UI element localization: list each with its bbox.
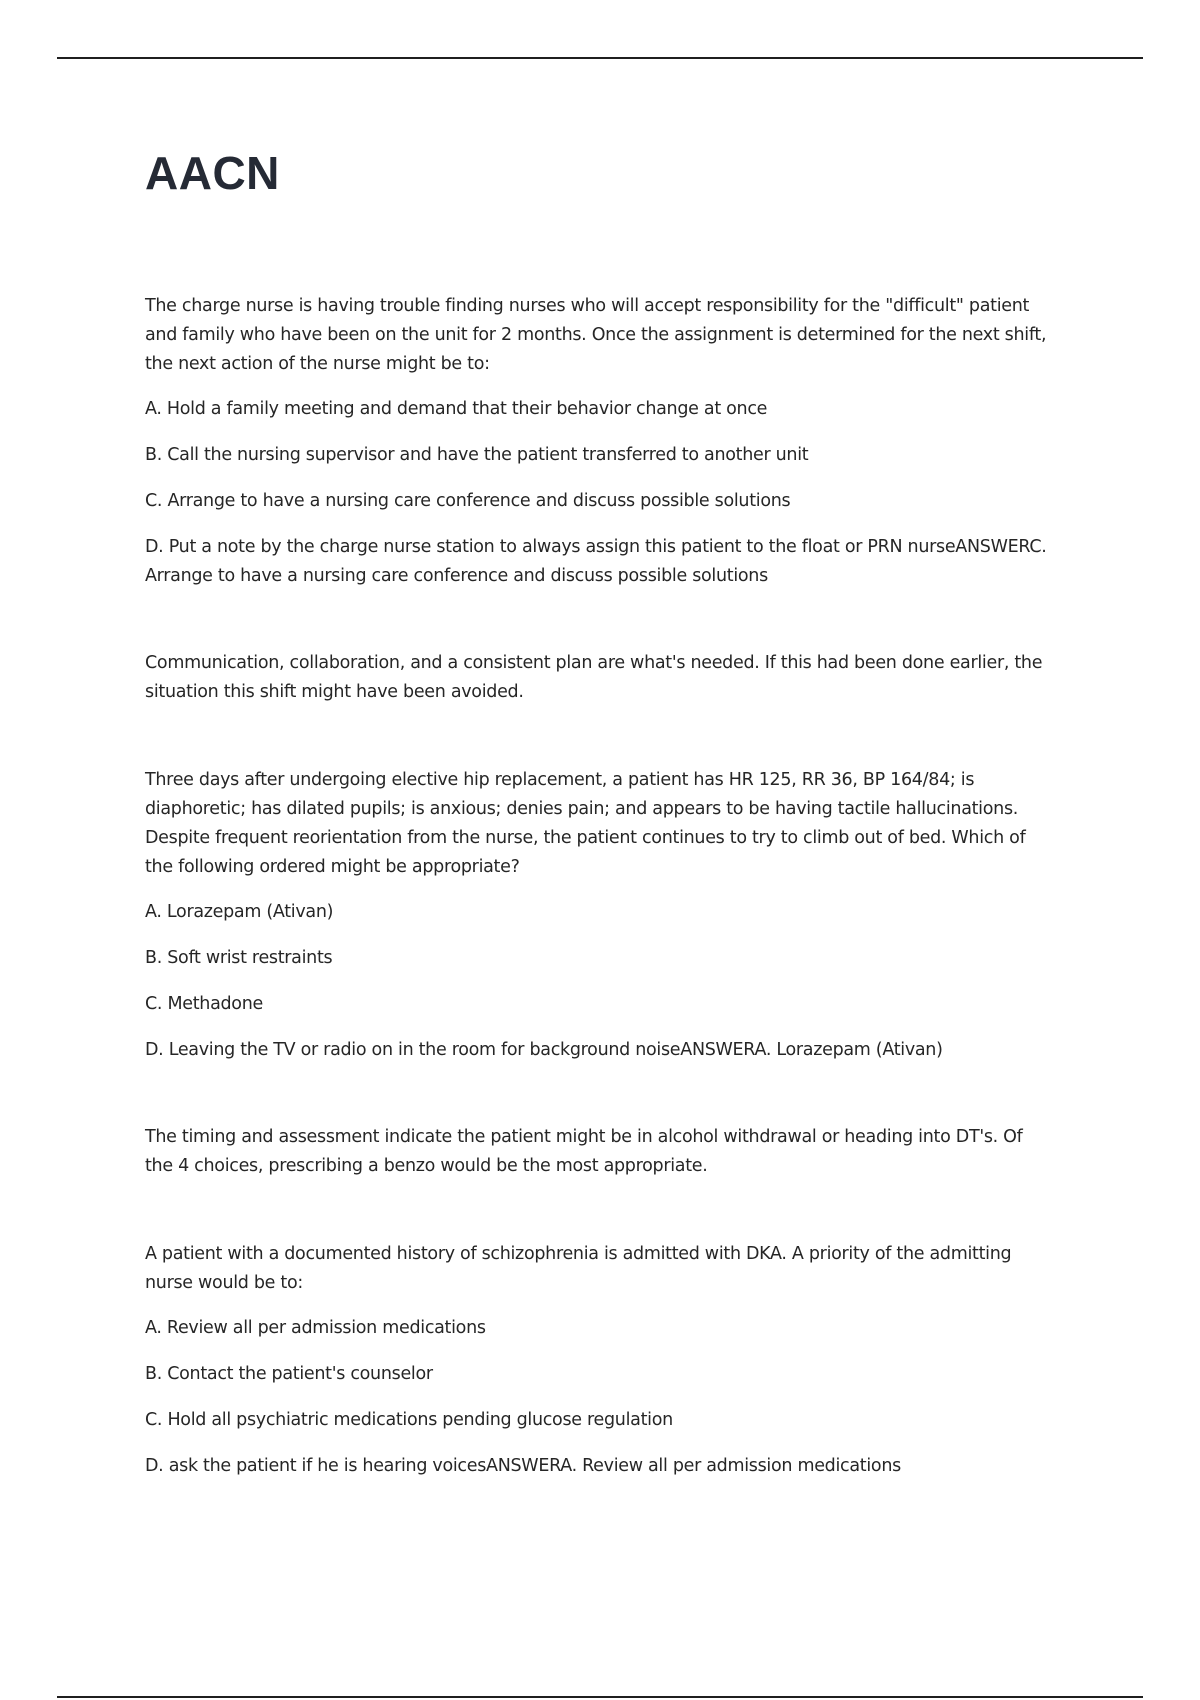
answer-option-b: B. Soft wrist restraints (145, 947, 333, 968)
answer-option-c: C. Methadone (145, 993, 263, 1014)
bottom-divider (57, 1696, 1143, 1698)
answer-option-a: A. Review all per admission medications (145, 1317, 486, 1338)
answer-option-d: D. Put a note by the charge nurse station to always assign this patient to the float or PRN nurseANSWERC. Arrange to have a nursing care conference and discuss possible solutions (145, 536, 1047, 586)
question-block-1 (145, 292, 1055, 591)
document-body (145, 140, 1055, 1481)
answer-option-d: D. Leaving the TV or radio on in the room for background noiseANSWERA. Lorazepam (Ativan) (145, 1039, 943, 1060)
answer-option-c: C. Hold all psychiatric medications pending glucose regulation (145, 1409, 673, 1430)
question-text: Three days after undergoing elective hip replacement, a patient has HR 125, RR 36, BP 164/84; is diaphoretic; has dilated pupils; is anxious; denies pain; and appears to be having tactile hallucinations. Despite frequent reorientation from the nurse, the patient continues to try to climb out of bed. Which of the following ordered might be appropriate? (145, 769, 1026, 877)
explanation-block-1 (145, 649, 1055, 707)
question-text: A patient with a documented history of schizophrenia is admitted with DKA. A priority of the admitting nurse would be to: (145, 1243, 1012, 1293)
top-divider (57, 57, 1143, 59)
answer-option-b: B. Call the nursing supervisor and have the patient transferred to another unit (145, 444, 809, 465)
answer-option-b: B. Contact the patient's counselor (145, 1363, 433, 1384)
explanation-text: Communication, collaboration, and a consistent plan are what's needed. If this had been done earlier, the situation this shift might have been avoided. (145, 652, 1043, 702)
answer-option-d: D. ask the patient if he is hearing voicesANSWERA. Review all per admission medications (145, 1455, 901, 1476)
explanation-block-2 (145, 1123, 1055, 1181)
question-text: The charge nurse is having trouble finding nurses who will accept responsibility for the "difficult" patient and family who have been on the unit for 2 months. Once the assignment is determined for the next shift, the next action of the nurse might be to: (145, 295, 1047, 374)
answer-option-c: C. Arrange to have a nursing care conference and discuss possible solutions (145, 490, 791, 511)
question-block-3 (145, 1240, 1055, 1481)
question-block-2 (145, 766, 1055, 1065)
answer-option-a: A. Lorazepam (Ativan) (145, 901, 334, 922)
document-title: AACN (145, 147, 280, 199)
answer-option-a: A. Hold a family meeting and demand that their behavior change at once (145, 398, 768, 419)
explanation-text: The timing and assessment indicate the patient might be in alcohol withdrawal or heading into DT's. Of the 4 choices, prescribing a benzo would be the most appropriate. (145, 1126, 1023, 1176)
